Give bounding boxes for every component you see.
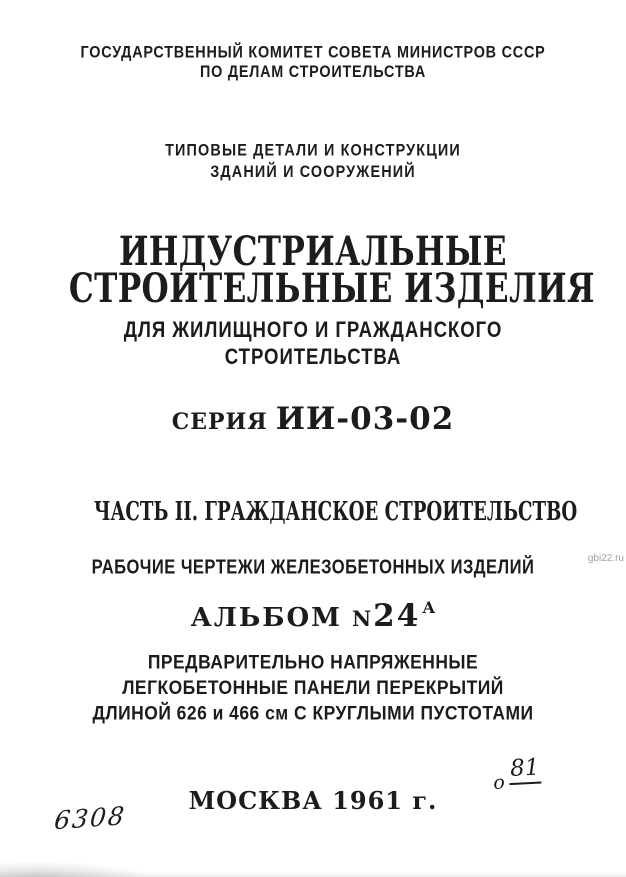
description-line-2: ЛЕГКОБЕТОННЫЕ ПАНЕЛИ ПЕРЕКРЫТИЙ [122,676,504,699]
scan-bottom-edge-shadow [0,871,626,877]
imprint-city-year: МОСКВА 1961 г. [188,786,438,815]
title-subtitle [22,317,604,371]
document-title [68,228,595,312]
site-watermark: gbi22.ru [587,553,624,564]
series-line [0,401,626,437]
typical-details-line-2: ЗДАНИЙ И СООРУЖЕНИЙ [210,162,416,182]
authority-heading [13,43,614,83]
subtitle-line-1: ДЛЯ ЖИЛИЩНОГО И ГРАЖДАНСКОГО [123,318,503,343]
authority-line-1: ГОСУДАРСТВЕННЫЙ КОМИТЕТ СОВЕТА МИНИСТРОВ СССР [80,43,546,62]
scan-smudge-artifact [0,861,150,877]
typical-details-heading [13,140,614,183]
handwritten-mark-number: 81 [508,755,541,786]
description-line-1: ПРЕДВАРИТЕЛЬНО НАПРЯЖЕННЫЕ [147,651,479,674]
typical-details-line-1: ТИПОВЫЕ ДЕТАЛИ И КОНСТРУКЦИИ [165,141,461,161]
album-number: 24 [373,598,421,634]
working-drawings-line: РАБОЧИЕ ЧЕРТЕЖИ ЖЕЛЕЗОБЕТОННЫХ ИЗДЕЛИЙ [91,554,535,578]
album-label: АЛЬБОМ [190,603,342,633]
handwritten-mark-letter: о [492,771,506,794]
title-line-2: СТРОИТЕЛЬНЫЕ ИЗДЕЛИЯ [68,265,595,312]
album-number-sign: N [351,606,374,631]
album-line [0,598,626,634]
part-line: ЧАСТЬ II. ГРАЖДАНСКОЕ СТРОИТЕЛЬСТВО [93,497,578,527]
handwritten-inventory-number: 6308 [52,801,128,836]
description-paragraph [9,650,616,726]
subtitle-line-2: СТРОИТЕЛЬСТВА [224,345,402,370]
series-code: ИИ-03-02 [275,401,455,437]
authority-line-2: ПО ДЕЛАМ СТРОИТЕЛЬСТВА [199,62,427,82]
title-line-1: ИНДУСТРИАЛЬНЫЕ [119,228,507,275]
album-superscript: А [422,598,438,617]
series-label: СЕРИЯ [171,409,268,435]
handwritten-mark [492,754,541,794]
description-line-3: ДЛИНОЙ 626 и 466 см С КРУГЛЫМИ ПУСТОТАМИ [92,701,534,724]
